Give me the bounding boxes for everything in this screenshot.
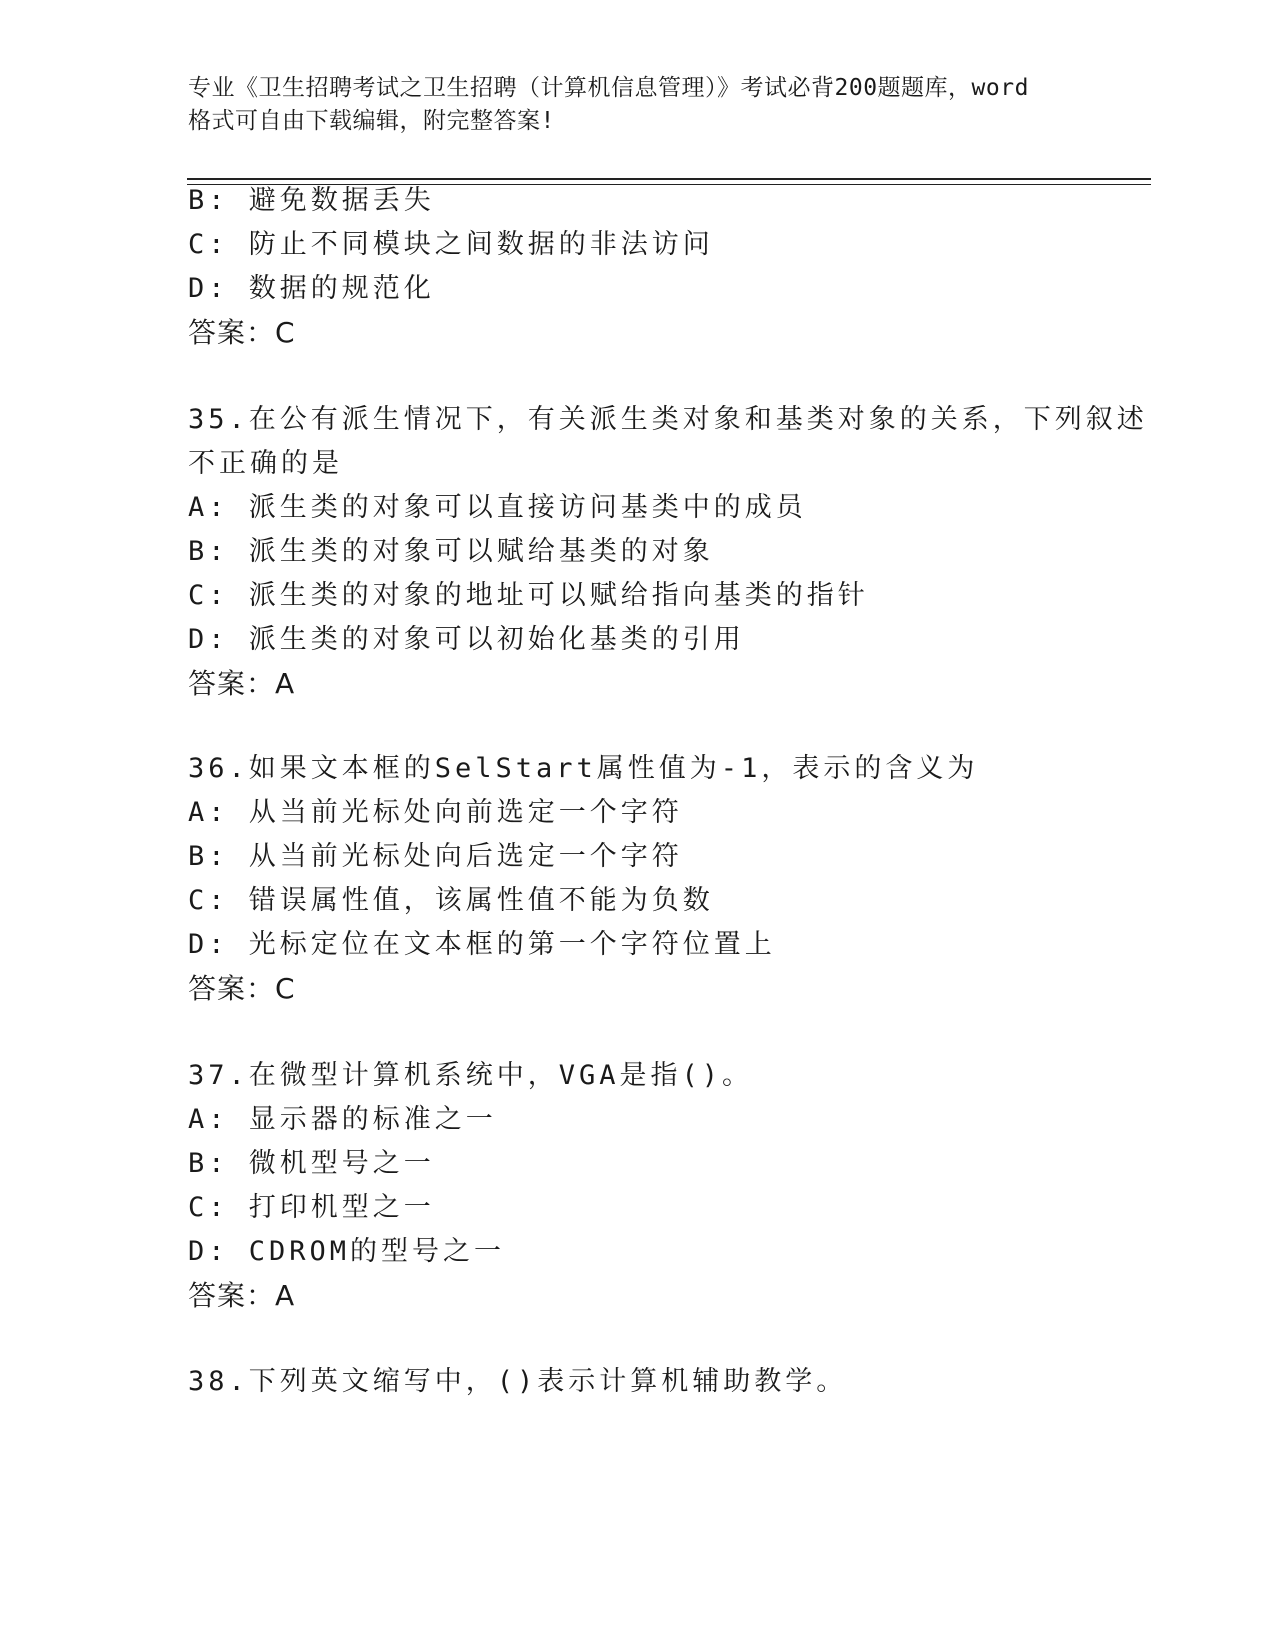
- q38-stem: 38.下列英文缩写中，()表示计算机辅助教学。: [188, 1366, 848, 1397]
- q37-stem: 37.在微型计算机系统中，VGA是指()。: [188, 1060, 754, 1091]
- q34-option-b: B: 避免数据丢失: [188, 185, 435, 216]
- q37-answer: 答案：A: [188, 1279, 296, 1312]
- q34-answer: 答案：C: [188, 316, 296, 349]
- q37-option-b: B: 微机型号之一: [188, 1148, 435, 1179]
- q37-option-a: A: 显示器的标准之一: [188, 1104, 497, 1135]
- q36-option-d: D: 光标定位在文本框的第一个字符位置上: [188, 929, 776, 960]
- q35-stem-line-2: 不正确的是: [188, 448, 343, 479]
- q37-option-d: D: CDROM的型号之一: [188, 1236, 506, 1267]
- header-line-2: 格式可自由下载编辑，附完整答案!: [188, 108, 555, 134]
- page-header: [188, 72, 1088, 138]
- q36-answer: 答案：C: [188, 972, 296, 1005]
- q35-stem-line-1: 35.在公有派生情况下，有关派生类对象和基类对象的关系，下列叙述: [188, 404, 1148, 435]
- q35-option-d: D: 派生类的对象可以初始化基类的引用: [188, 624, 745, 655]
- q35-option-a: A: 派生类的对象可以直接访问基类中的成员: [188, 492, 807, 523]
- q35-answer: 答案：A: [188, 667, 296, 700]
- q36-option-a: A: 从当前光标处向前选定一个字符: [188, 797, 683, 828]
- q34-option-d: D: 数据的规范化: [188, 273, 435, 304]
- q34-option-c: C: 防止不同模块之间数据的非法访问: [188, 229, 714, 260]
- q35-option-b: B: 派生类的对象可以赋给基类的对象: [188, 536, 714, 567]
- q36-stem: 36.如果文本框的SelStart属性值为-1，表示的含义为: [188, 753, 979, 784]
- header-line-1: 专业《卫生招聘考试之卫生招聘（计算机信息管理）》考试必背200题题库，word: [188, 75, 1029, 101]
- q36-option-b: B: 从当前光标处向后选定一个字符: [188, 841, 683, 872]
- header-divider-thick: [187, 178, 1151, 180]
- q36-option-c: C: 错误属性值，该属性值不能为负数: [188, 885, 714, 916]
- q37-option-c: C: 打印机型之一: [188, 1192, 435, 1223]
- q35-option-c: C: 派生类的对象的地址可以赋给指向基类的指针: [188, 580, 869, 611]
